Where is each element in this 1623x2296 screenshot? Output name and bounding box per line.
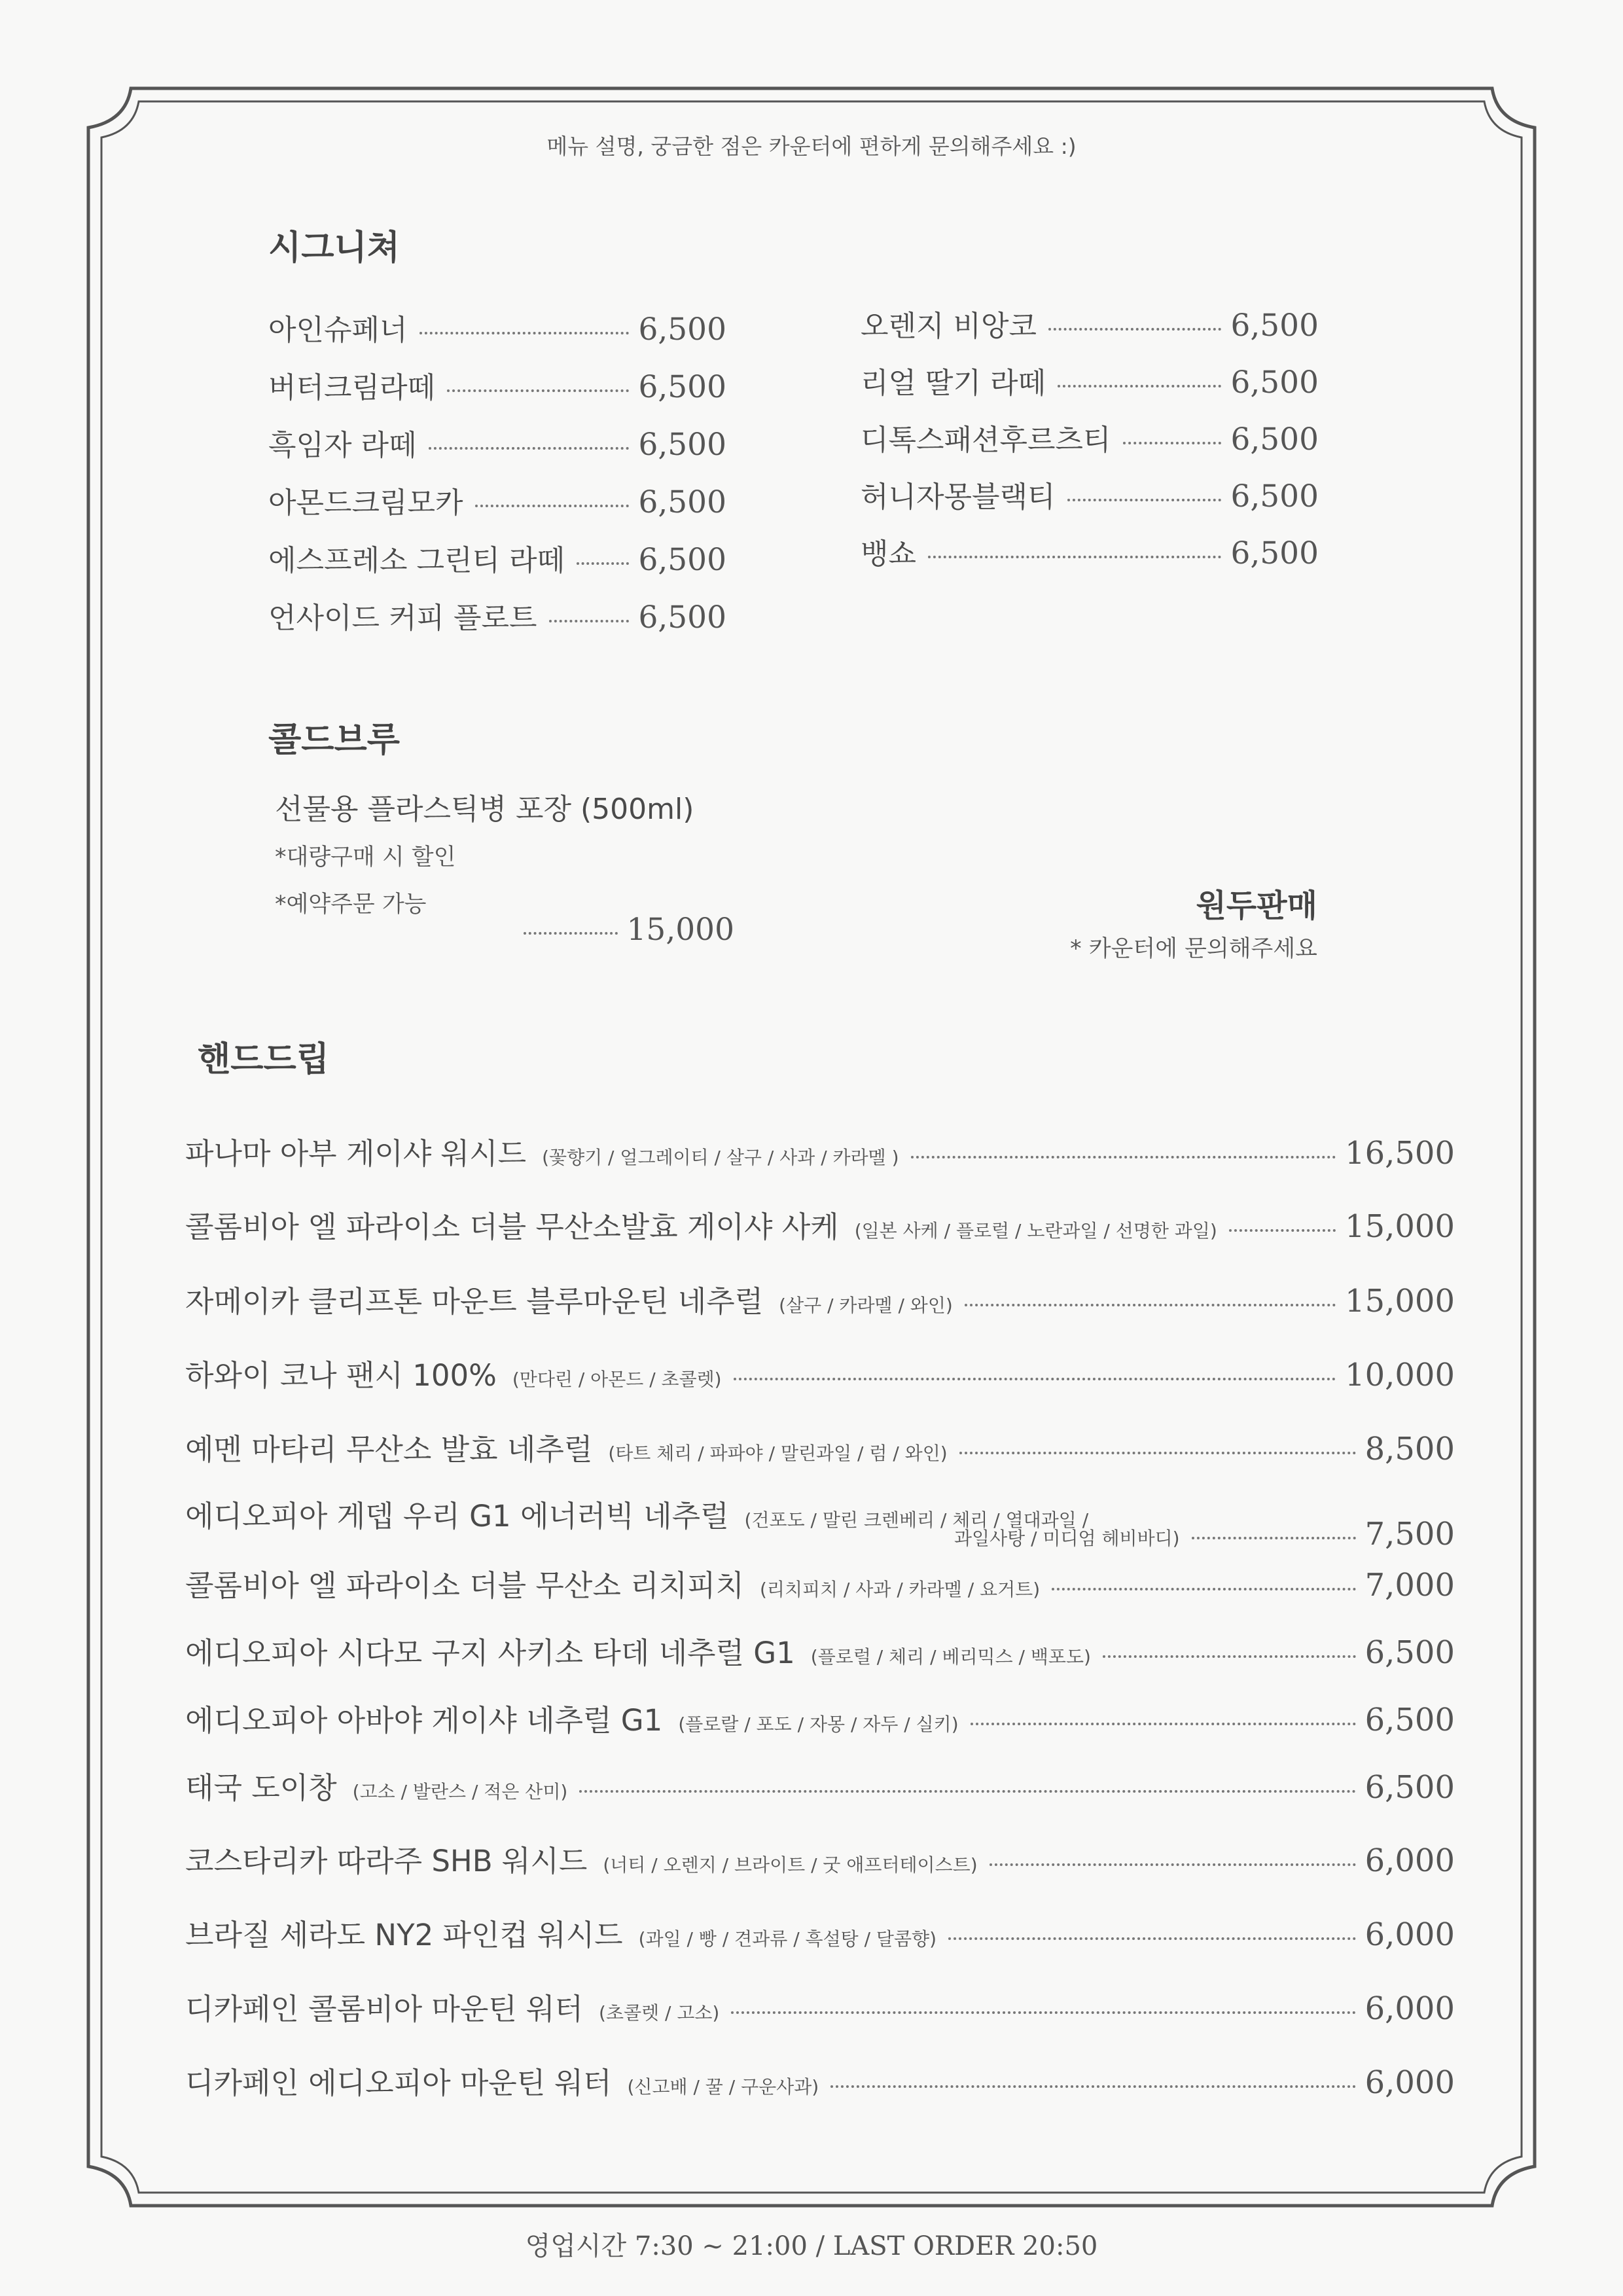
item-price: 6,000 xyxy=(1364,1842,1455,1879)
dot-leader xyxy=(731,2011,1355,2014)
dot-leader xyxy=(1192,1537,1356,1539)
item-price: 6,500 xyxy=(1230,365,1319,401)
handdrip-item xyxy=(185,1985,1455,2028)
handdrip-item xyxy=(185,1562,1455,1604)
item-price: 16,500 xyxy=(1345,1135,1455,1172)
handdrip-title: 핸드드립 xyxy=(198,1040,329,1079)
item-name: 디카페인 에디오피아 마운틴 워터 xyxy=(185,2066,612,2100)
coldbrew-item: 선물용 플라스틱병 포장 (500ml) xyxy=(275,793,694,826)
handdrip-item xyxy=(185,1629,1455,1672)
item-name: 리얼 딸기 라떼 xyxy=(861,367,1046,400)
handdrip-item xyxy=(185,2059,1455,2102)
coldbrew-price: 15,000 xyxy=(626,912,734,948)
item-price: 7,000 xyxy=(1364,1567,1455,1604)
tasting-notes: (과일 / 빵 / 견과류 / 흑설탕 / 달콤향) xyxy=(638,1928,937,1950)
handdrip-item xyxy=(185,1837,1455,1880)
menu-item xyxy=(861,473,1319,515)
item-name: 태국 도이창 xyxy=(185,1770,337,1805)
dot-leader xyxy=(990,1863,1356,1866)
item-name: 에스프레소 그린티 라떼 xyxy=(268,544,565,577)
tasting-notes: (타트 체리 / 파파야 / 말린과일 / 럼 / 와인) xyxy=(608,1443,948,1464)
preorder-note: *예약주문 가능 xyxy=(275,891,427,918)
menu-item xyxy=(268,594,726,636)
item-price: 10,000 xyxy=(1345,1357,1455,1393)
item-price: 6,000 xyxy=(1364,1990,1455,2027)
dot-leader xyxy=(928,556,1221,558)
menu-item xyxy=(268,306,726,348)
item-name: 에디오피아 게뎁 우리 G1 에너러빅 네추럴 xyxy=(185,1499,729,1534)
dot-leader xyxy=(1048,328,1221,331)
dot-leader xyxy=(579,1790,1355,1793)
dot-leader xyxy=(911,1156,1336,1158)
dot-leader xyxy=(971,1723,1356,1725)
notice-text: 메뉴 설명, 궁금한 점은 카운터에 편하게 문의해주세요 :) xyxy=(546,134,1077,159)
item-name: 오렌지 비앙코 xyxy=(861,310,1037,343)
tasting-notes: (꽃향기 / 얼그레이티 / 살구 / 사과 / 카라멜 ) xyxy=(542,1147,899,1168)
dot-leader xyxy=(475,505,630,507)
item-price: 15,000 xyxy=(1345,1208,1455,1245)
tasting-notes: (살구 / 카라멜 / 와인) xyxy=(779,1295,953,1316)
item-name: 브라질 세라도 NY2 파인컵 워시드 xyxy=(185,1918,623,1952)
item-name: 뱅쇼 xyxy=(861,537,917,571)
item-name: 자메이카 클리프톤 마운트 블루마운틴 네추럴 xyxy=(185,1284,764,1319)
dot-leader xyxy=(524,932,618,935)
dot-leader xyxy=(1103,1655,1356,1658)
bulk-discount-note: *대량구매 시 할인 xyxy=(275,844,456,870)
item-name: 아몬드크림모카 xyxy=(268,486,463,520)
dot-leader xyxy=(577,562,629,565)
tasting-notes: (플로랄 / 포도 / 자몽 / 자두 / 실키) xyxy=(678,1713,959,1735)
coldbrew-title: 콜드브루 xyxy=(268,721,400,760)
item-name: 파나마 아부 게이샤 워시드 xyxy=(185,1136,527,1171)
dot-leader xyxy=(830,2085,1355,2088)
item-name: 언사이드 커피 플로트 xyxy=(268,601,537,635)
dot-leader xyxy=(1229,1229,1336,1232)
item-price: 6,500 xyxy=(1230,535,1319,571)
dot-leader xyxy=(1123,442,1222,444)
item-price: 6,500 xyxy=(1364,1702,1455,1738)
dot-leader xyxy=(1052,1588,1355,1590)
tasting-notes: (신고배 / 꿀 / 구운사과) xyxy=(627,2076,819,2098)
dot-leader xyxy=(549,620,630,622)
item-name: 하와이 코나 팬시 100% xyxy=(185,1358,497,1393)
menu-item xyxy=(861,302,1319,344)
handdrip-item xyxy=(185,1764,1455,1806)
tasting-notes: (너티 / 오렌지 / 브라이트 / 굿 애프터테이스트) xyxy=(603,1854,978,1876)
item-price: 6,500 xyxy=(638,542,726,578)
dot-leader xyxy=(1058,385,1221,387)
item-price: 6,500 xyxy=(1230,478,1319,514)
dot-leader xyxy=(419,332,630,334)
item-price: 15,000 xyxy=(1345,1283,1455,1319)
item-name: 허니자몽블랙티 xyxy=(861,480,1056,514)
menu-item xyxy=(268,364,726,406)
tasting-notes: (초콜렛 / 고소) xyxy=(599,2002,720,2024)
handdrip-item xyxy=(185,1203,1455,1246)
handdrip-item xyxy=(185,1352,1455,1394)
business-hours: 영업시간 7:30 ~ 21:00 / LAST ORDER 20:50 xyxy=(525,2231,1098,2261)
tasting-notes: (고소 / 발란스 / 적은 산미) xyxy=(352,1781,568,1803)
item-price: 6,500 xyxy=(1364,1634,1455,1671)
item-name: 예멘 마타리 무산소 발효 네추럴 xyxy=(185,1432,593,1467)
dot-leader xyxy=(948,1937,1356,1940)
handdrip-item xyxy=(185,1130,1455,1172)
item-name: 에디오피아 시다모 구지 사키소 타데 네추럴 G1 xyxy=(185,1636,795,1670)
menu-item xyxy=(268,479,726,521)
item-name: 에디오피아 아바야 게이샤 네추럴 G1 xyxy=(185,1703,663,1738)
item-name: 아인슈페너 xyxy=(268,314,408,347)
item-price: 6,500 xyxy=(638,600,726,636)
item-name: 콜롬비아 엘 파라이소 더블 무산소발효 게이샤 사케 xyxy=(185,1210,839,1244)
tasting-notes: (리치피치 / 사과 / 카라멜 / 요거트) xyxy=(759,1579,1041,1600)
item-name: 디카페인 콜롬비아 마운틴 워터 xyxy=(185,1992,584,2026)
handdrip-item xyxy=(185,1278,1455,1320)
item-price: 6,000 xyxy=(1364,1916,1455,1953)
menu-item xyxy=(861,359,1319,401)
menu-item xyxy=(268,537,726,579)
handdrip-item xyxy=(185,1911,1455,1954)
tasting-notes: 과일사탕 / 미디엄 헤비바디) xyxy=(954,1528,1180,1549)
item-price: 6,500 xyxy=(638,312,726,348)
handdrip-item xyxy=(185,1696,1455,1739)
item-price: 7,500 xyxy=(1364,1516,1455,1552)
tasting-notes: (일본 사케 / 플로럴 / 노란과일 / 선명한 과일) xyxy=(854,1220,1217,1242)
coldbrew-price-row xyxy=(524,912,734,948)
dot-leader xyxy=(959,1452,1356,1454)
item-name: 디톡스패션후르츠티 xyxy=(861,423,1111,457)
item-name: 흑임자 라떼 xyxy=(268,429,417,462)
item-price: 6,000 xyxy=(1364,2064,1455,2101)
item-price: 8,500 xyxy=(1364,1431,1455,1467)
tasting-notes: (건포도 / 말린 크렌베리 / 체리 / 열대과일 / xyxy=(744,1509,1089,1531)
item-price: 6,500 xyxy=(1230,422,1319,457)
dot-leader xyxy=(429,447,630,450)
menu-item xyxy=(268,422,726,463)
tasting-notes: (플로럴 / 체리 / 베리믹스 / 백포도) xyxy=(810,1646,1091,1668)
item-price: 6,500 xyxy=(1230,308,1319,344)
item-price: 6,500 xyxy=(1364,1769,1455,1806)
handdrip-item-continued xyxy=(185,1516,1455,1552)
bean-sale-title: 원두판매 xyxy=(1196,888,1317,924)
item-price: 6,500 xyxy=(638,484,726,520)
tasting-notes: (만다린 / 아몬드 / 초콜렛) xyxy=(512,1369,722,1390)
dot-leader xyxy=(1067,499,1222,501)
dot-leader xyxy=(447,389,629,392)
item-price: 6,500 xyxy=(638,369,726,405)
menu-item xyxy=(861,416,1319,458)
bean-sale-note: * 카운터에 문의해주세요 xyxy=(1070,936,1317,962)
dot-leader xyxy=(734,1378,1336,1380)
dot-leader xyxy=(965,1304,1336,1306)
item-name: 콜롬비아 엘 파라이소 더블 무산소 리치피치 xyxy=(185,1568,744,1603)
item-name: 코스타리카 따라주 SHB 워시드 xyxy=(185,1844,588,1878)
item-name: 버터크림라떼 xyxy=(268,371,436,404)
menu-item xyxy=(861,530,1319,572)
signature-title: 시그니쳐 xyxy=(268,228,400,268)
handdrip-item xyxy=(185,1426,1455,1468)
item-price: 6,500 xyxy=(638,427,726,463)
